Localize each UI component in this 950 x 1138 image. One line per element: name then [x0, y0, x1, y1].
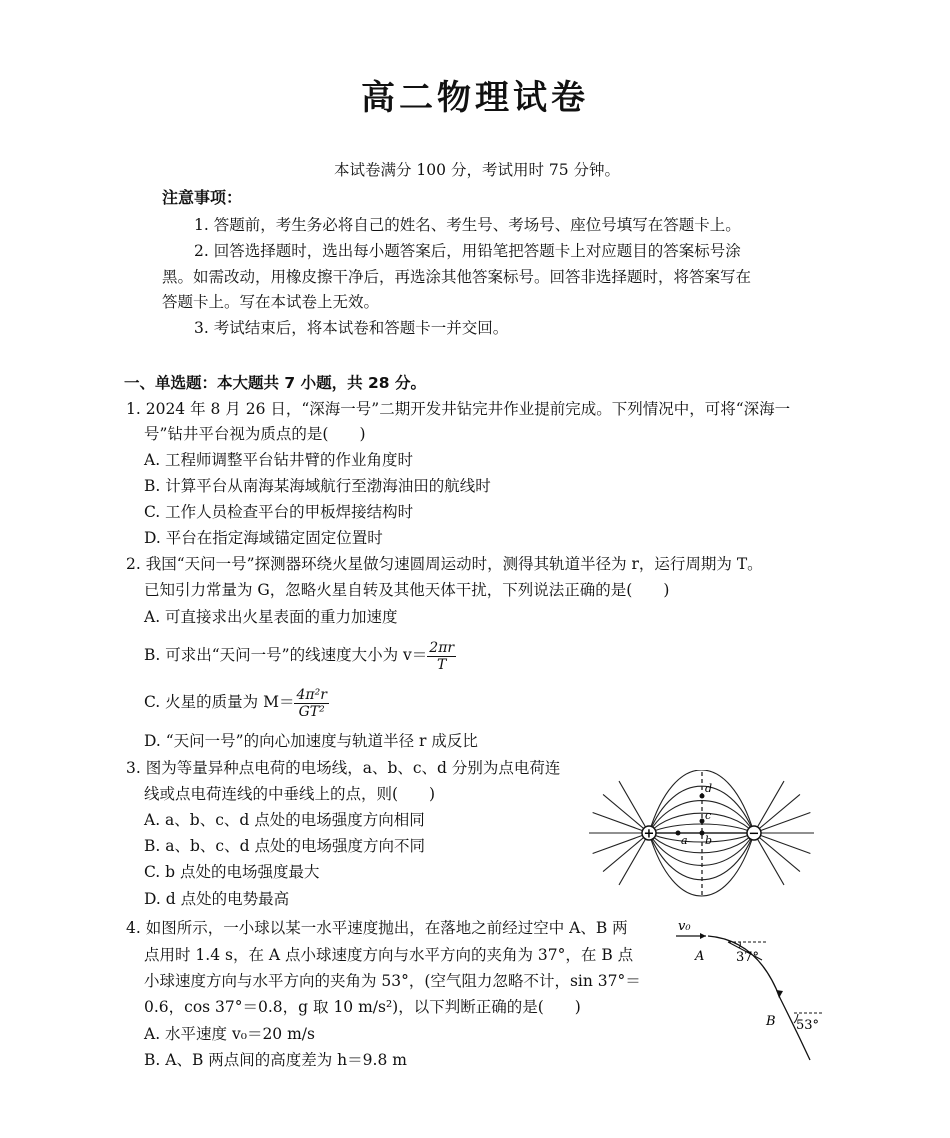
v0-arrowhead-icon [700, 933, 706, 939]
q1-stem-line2: 号”钻井平台视为质点的是( ) [144, 425, 366, 443]
section-1-heading: 一、单选题：本大题共 7 小题，共 28 分。 [124, 374, 426, 392]
label-angle-53: 53° [796, 1018, 820, 1033]
exam-intro: 本试卷满分 100 分，考试用时 75 分钟。 [334, 161, 621, 179]
point-a-dot [676, 831, 681, 836]
q2-option-b-fraction [427, 640, 456, 673]
field-line-left-1 [603, 833, 649, 872]
q2-stem-line1: 2. 我国“天问一号”探测器环绕火星做匀速圆周运动时，测得其轨道半径为 r，运行周期为 T。 [126, 555, 763, 573]
notice-heading: 注意事项： [162, 188, 243, 207]
label-v0: v₀ [678, 919, 691, 934]
q3-option-c: C. b 点处的电场强度最大 [144, 863, 320, 881]
notice-line-3: 3. 考试结束后，将本试卷和答题卡一并交回。 [194, 319, 509, 337]
q2-option-b-denominator: T [437, 656, 447, 673]
q4-stem-line1: 4. 如图所示，一小球以某一水平速度抛出，在落地之前经过空中 A、B 两 [126, 919, 628, 937]
notice-line-1: 1. 答题前，考生务必将自己的姓名、考生号、考场号、座位号填写在答题卡上。 [194, 216, 741, 234]
q4-stem-line3: 小球速度方向与水平方向的夹角为 53°，(空气阻力忽略不计，sin 37°＝ [144, 972, 641, 990]
label-b: b [705, 834, 713, 847]
trajectory-arrowhead-icon [776, 990, 783, 998]
label-A: A [695, 949, 705, 964]
label-c: c [705, 809, 712, 822]
label-angle-37: 37° [736, 950, 760, 965]
field-line-left-0 [593, 833, 649, 854]
field-line-right-0 [754, 833, 810, 854]
q1-stem-line1: 1. 2024 年 8 月 26 日，“深海一号”二期开发井钻完井作业提前完成。下列情况中，可将“深海一 [126, 400, 791, 418]
q2-option-b-text: B. 可求出“天问一号”的线速度大小为 v＝ [144, 646, 428, 664]
point-c-dot [700, 819, 705, 824]
notice-line-2b: 黑。如需改动，用橡皮擦干净后，再选涂其他答案标号。回答非选择题时，将答案写在 [162, 268, 752, 286]
q2-option-c-denominator: GT² [298, 703, 325, 720]
q1-option-c: C. 工作人员检查平台的甲板焊接结构时 [144, 503, 414, 521]
field-line-right-4 [754, 794, 800, 833]
q4-option-b: B. A、B 两点间的高度差为 h＝9.8 m [144, 1051, 407, 1069]
q1-option-b: B. 计算平台从南海某海域航行至渤海油田的航线时 [144, 477, 491, 495]
negative-sign: − [748, 826, 760, 842]
field-line-right-3 [754, 812, 810, 833]
label-B: B [766, 1014, 776, 1029]
label-d: d [705, 782, 713, 795]
field-line-left-4 [603, 794, 649, 833]
q3-stem-line1: 3. 图为等量异种点电荷的电场线，a、b、c、d 分别为点电荷连 [126, 759, 561, 777]
positive-sign: + [643, 826, 655, 842]
q2-option-c-text: C. 火星的质量为 M＝ [144, 693, 295, 711]
q3-option-b: B. a、b、c、d 点处的电场强度方向不同 [144, 837, 425, 855]
point-d-dot [700, 794, 705, 799]
field-line-left-3 [593, 812, 649, 833]
q4-option-a: A. 水平速度 v₀＝20 m/s [144, 1025, 315, 1043]
q4-stem-line4: 0.6，cos 37°＝0.8，g 取 10 m/s²)，以下判断正确的是( ) [144, 998, 581, 1016]
notice-line-2c: 答题卡上。写在本试卷上无效。 [162, 293, 380, 311]
q2-option-b [144, 636, 456, 674]
point-b-dot [700, 831, 705, 836]
q4-stem-line2: 点用时 1.4 s，在 A 点小球速度方向与水平方向的夹角为 37°，在 B 点 [144, 946, 634, 964]
q1-option-d: D. 平台在指定海域锚定固定位置时 [144, 529, 383, 547]
q2-option-c [144, 683, 329, 721]
q2-stem-line2: 已知引力常量为 G，忽略火星自转及其他天体干扰，下列说法正确的是( ) [144, 581, 670, 599]
q2-option-c-fraction [294, 687, 328, 720]
field-line-right-1 [754, 833, 800, 872]
q3-stem-line2: 线或点电荷连线的中垂线上的点，则( ) [144, 785, 436, 803]
q1-option-a: A. 工程师调整平台钻井臂的作业角度时 [144, 451, 414, 469]
q2-option-c-numerator: 4π²r [296, 686, 327, 703]
notice-line-2a: 2. 回答选择题时，选出每小题答案后，用铅笔把答题卡上对应题目的答案标号涂 [194, 242, 741, 260]
field-line-left-5 [619, 781, 649, 833]
page-title: 高二物理试卷 [361, 78, 589, 118]
q2-option-a: A. 可直接求出火星表面的重力加速度 [144, 608, 398, 626]
label-a: a [681, 834, 688, 847]
q3-option-a: A. a、b、c、d 点处的电场强度方向相同 [144, 811, 425, 829]
q2-option-d: D. “天问一号”的向心加速度与轨道半径 r 成反比 [144, 732, 478, 750]
q2-option-b-numerator: 2πr [429, 639, 455, 656]
q3-option-d: D. d 点处的电势最高 [144, 890, 290, 908]
dipole-field-diagram [582, 770, 830, 900]
projectile-diagram [668, 912, 838, 1062]
field-line-right-5 [754, 781, 784, 833]
